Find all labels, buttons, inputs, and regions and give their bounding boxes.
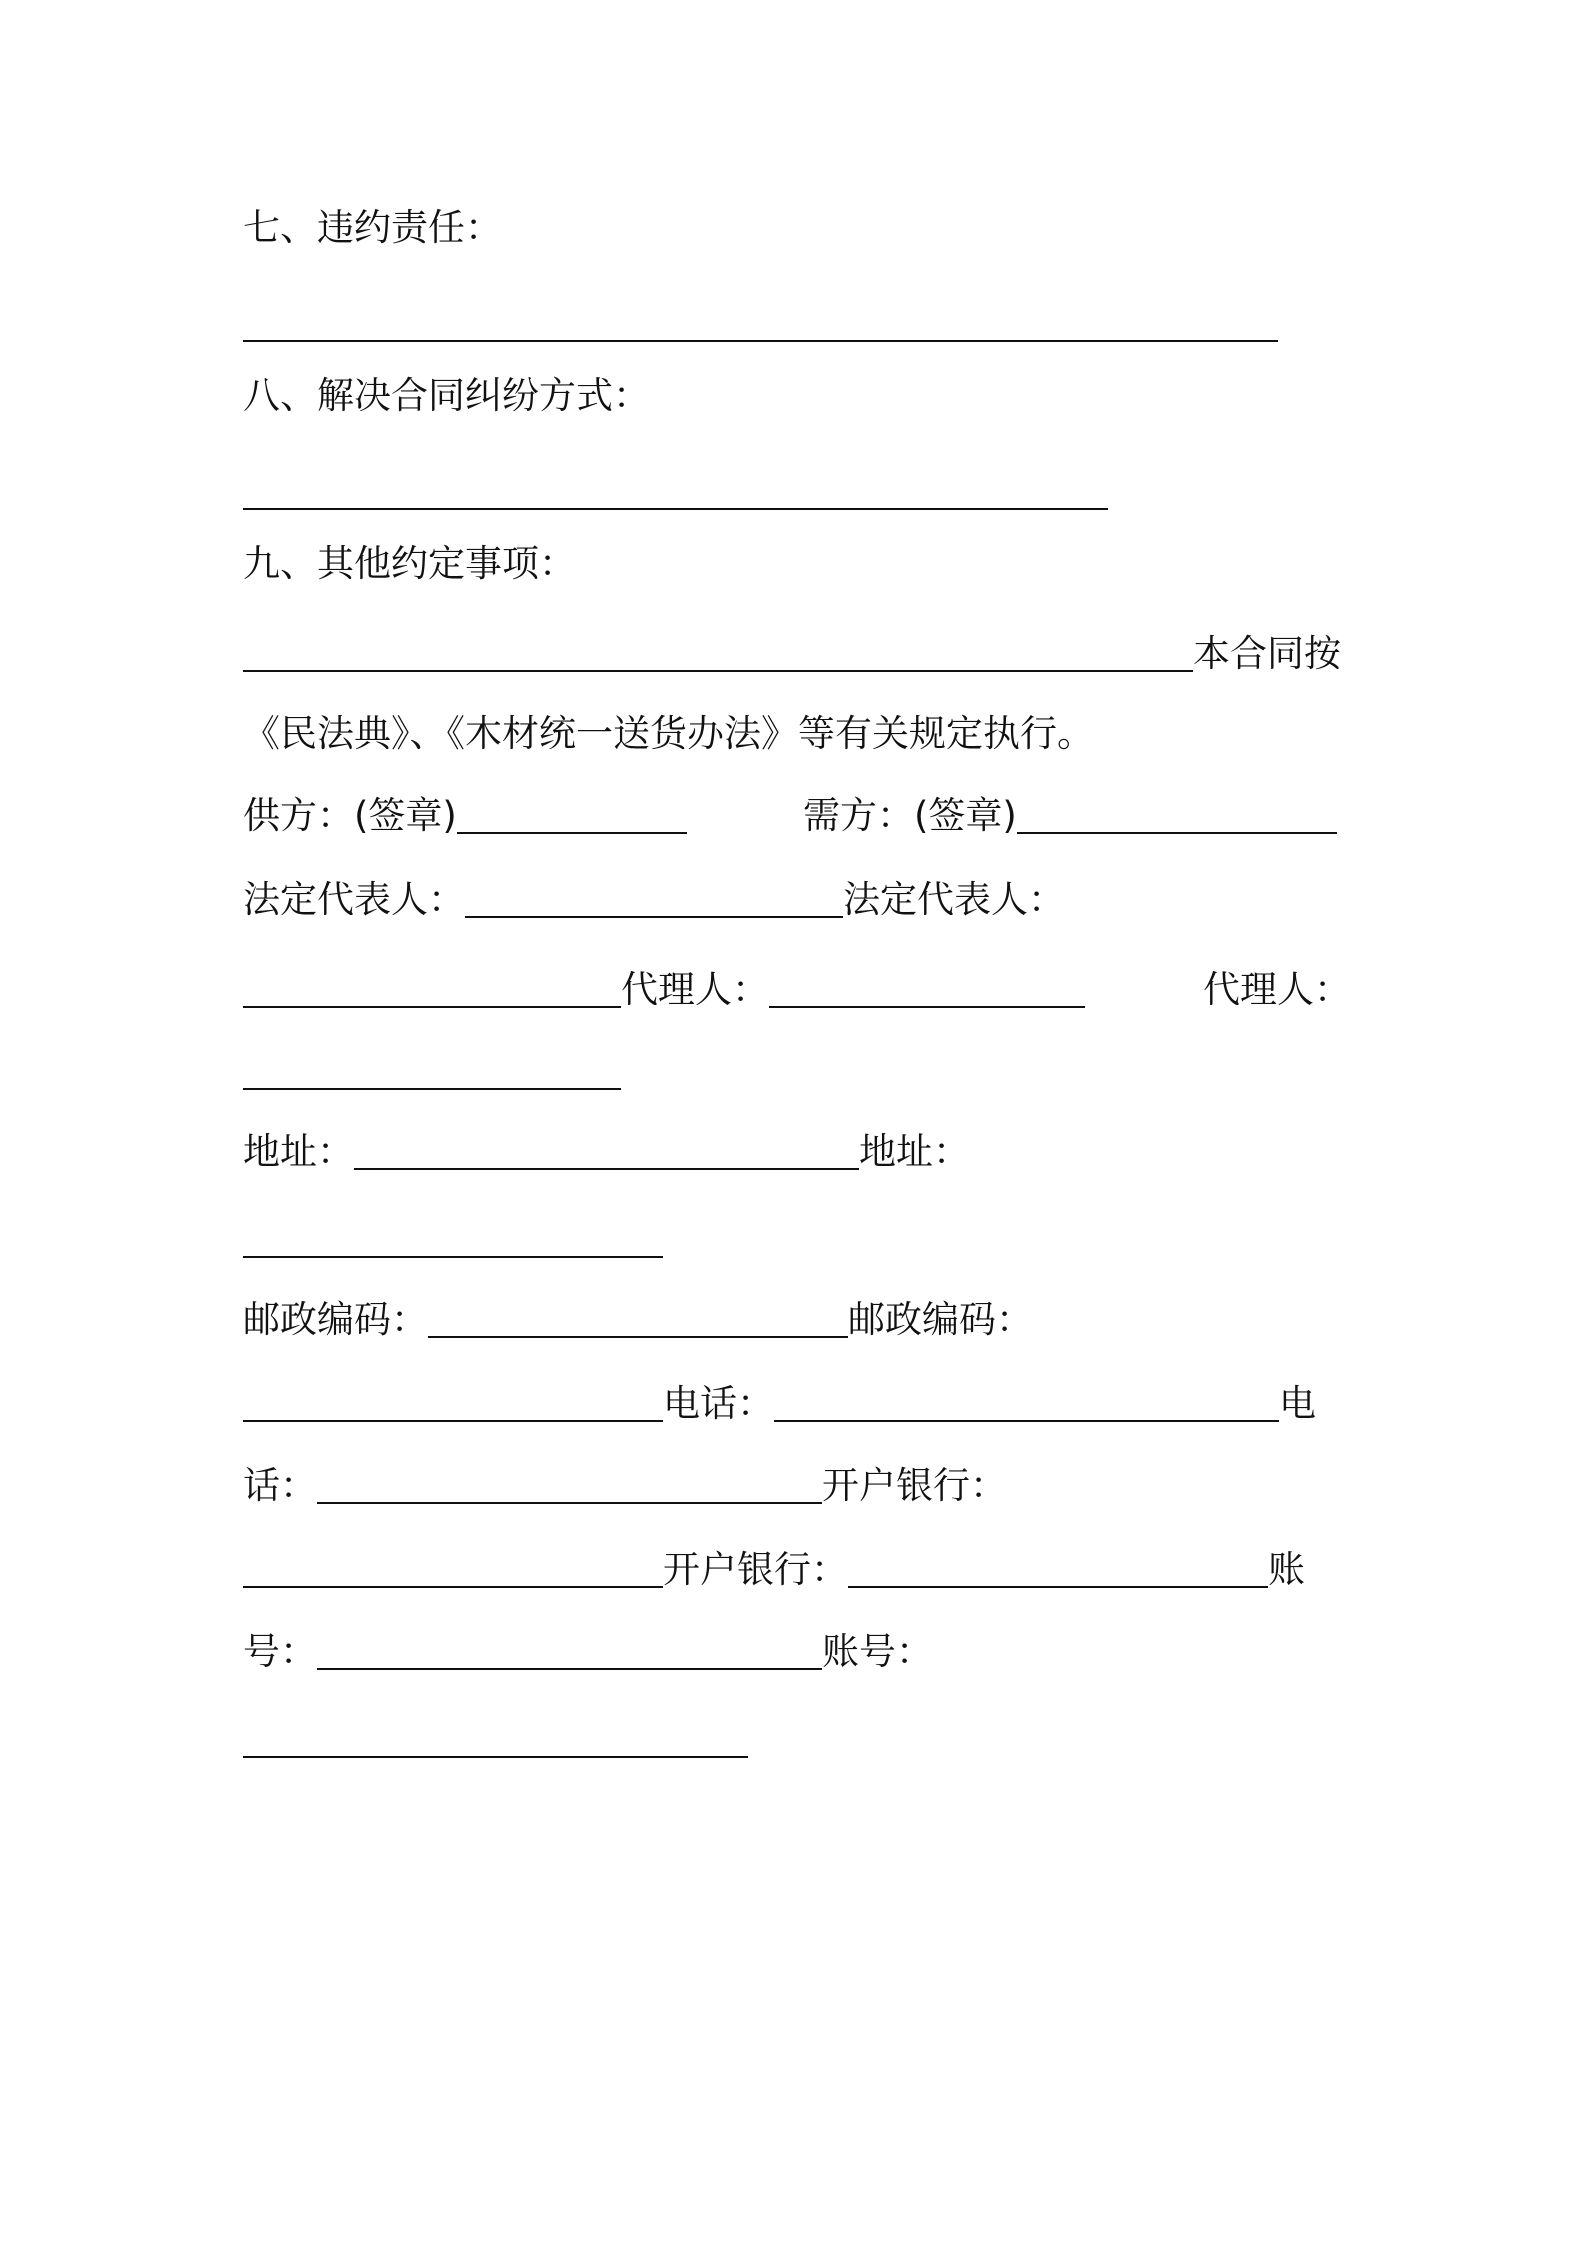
legal-rep-field-2 [243,976,621,1008]
supplier-seal-field [457,802,687,834]
buyer-signature [803,792,1337,840]
section-8-heading-text: 八、解决合同纠纷方式： [243,374,650,417]
phone-line [243,1380,1316,1428]
section-7-heading-text: 七、违约责任： [243,206,502,249]
phone-label-2-part1: 电 [1279,1382,1316,1425]
supplier-seal-label: 供方：(签章) [243,794,457,837]
phone-label-2-part2: 话： [243,1464,317,1507]
agent-field-2 [243,1058,621,1090]
account-line [243,1628,933,1676]
section-9-heading-text: 九、其他约定事项： [243,542,576,585]
bank-field-1 [243,1556,663,1588]
address-line [243,1128,970,1176]
agent-2-blank-line [243,1048,621,1096]
blank-field [243,640,1193,672]
postcode-label-2: 邮政编码： [848,1298,1033,1341]
section-9-law-line [243,710,1094,758]
law-reference-text: 《民法典》、《木材统一送货办法》等有关规定执行。 [243,712,1094,755]
buyer-seal-label: 需方：(签章) [803,794,1017,837]
section-9-heading [243,540,576,588]
agent-field-1 [769,976,1085,1008]
legal-rep-label-2: 法定代表人： [843,878,1065,921]
buyer-seal-field [1017,802,1337,834]
phone-field-1 [774,1390,1279,1422]
legal-rep-field-1 [465,886,843,918]
agent-label-2: 代理人： [1203,968,1351,1011]
legal-rep-label-1: 法定代表人： [243,878,465,921]
phone-2-line [243,1462,1007,1510]
postcode-field-2 [243,1390,663,1422]
section-7-heading [243,204,502,252]
phone-field-2 [317,1472,822,1504]
section-8-heading [243,372,650,420]
address-label-1: 地址： [243,1130,354,1173]
address-2-blank-line [243,1216,663,1264]
account-field-2 [243,1726,748,1758]
section-7-blank-line [243,300,1278,348]
address-label-2: 地址： [859,1130,970,1173]
blank-field [243,310,1278,342]
section-8-blank-line [243,468,1108,516]
section-9-tail-text: 本合同按 [1193,632,1341,675]
address-field-1 [354,1138,859,1170]
phone-label-1: 电话： [663,1382,774,1425]
account-field-1 [317,1638,822,1670]
postcode-field-1 [428,1306,848,1338]
agent-label-2-wrap [1203,966,1351,1014]
bank-field-2 [848,1556,1268,1588]
blank-field [243,478,1108,510]
legal-rep-line [243,876,1065,924]
bank-label-1: 开户银行： [822,1464,1007,1507]
account-label-1-part1: 账 [1268,1548,1305,1591]
postcode-line [243,1296,1033,1344]
bank-label-2: 开户银行： [663,1548,848,1591]
section-9-blank-line [243,630,1341,678]
agent-line [243,966,1085,1014]
signature-line [243,792,687,840]
account-label-1-part2: 号： [243,1630,317,1673]
agent-label-1: 代理人： [621,968,769,1011]
address-field-2 [243,1226,663,1258]
account-2-blank-line [243,1716,748,1764]
postcode-label-1: 邮政编码： [243,1298,428,1341]
bank-line [243,1546,1305,1594]
account-label-2: 账号： [822,1630,933,1673]
